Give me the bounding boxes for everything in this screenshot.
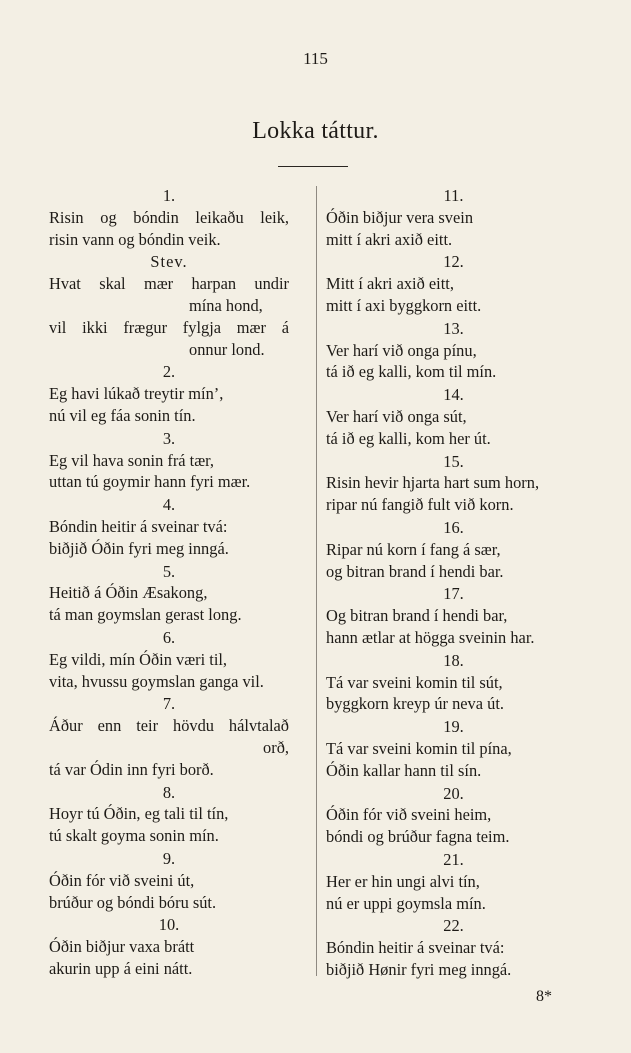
verse-line: tá man goymslan gerast long. (49, 605, 242, 625)
verse-line: Eg vil hava sonin frá tær, (49, 450, 215, 470)
verse-line: Tá var sveini komin til pína, (326, 738, 512, 758)
stanza-number: 7. (162, 694, 176, 714)
verse-line: Eg vildi, mín Óðin væri til, (49, 649, 228, 669)
refrain-label: Stev. (150, 252, 188, 272)
stanza-number: 17. (443, 584, 464, 604)
verse-line: Óðin fór við sveini heim, (326, 805, 492, 825)
verse-line: Heitið á Óðin Æsakong, (49, 583, 208, 603)
verse-line: Ver harí við onga sút, (326, 406, 467, 426)
verse-line: Risin og bóndin leikaðu leik, (49, 207, 289, 227)
left-column (49, 185, 289, 981)
verse-line: Ripar nú korn í fang á sær, (326, 539, 501, 559)
verse-line: bóndi og brúður fagna teim. (326, 827, 510, 847)
verse-line: byggkorn kreyp úr neva út. (326, 694, 504, 714)
verse-line: biðjið Hønir fyri meg inngá. (326, 959, 512, 979)
verse-line: Og bitran brand í hendi bar, (326, 606, 508, 626)
verse-line: Óðin kallar hann til sín. (326, 760, 482, 780)
stanza-number: 3. (162, 428, 176, 448)
stanza-17 (326, 583, 581, 648)
stanza-number: 8. (162, 782, 176, 802)
stanza-11 (326, 185, 581, 250)
stanza-15 (326, 451, 581, 516)
stanza-number: 9. (162, 848, 176, 868)
stanza-number: 5. (162, 561, 176, 581)
stanza-1 (49, 185, 289, 250)
stanza-number: 6. (162, 627, 176, 647)
verse-line: vil ikki frægur fylgja mær á (49, 317, 289, 337)
right-column (326, 185, 581, 982)
stanza-number: 18. (443, 650, 464, 670)
verse-line: Bóndin heitir á sveinar tvá: (49, 516, 228, 536)
stanza-22 (326, 915, 581, 980)
verse-line: tú skalt goyma sonin mín. (49, 826, 219, 846)
stanza-number: 14. (443, 385, 464, 405)
verse-line: nú er uppi goymsla mín. (326, 893, 486, 913)
stanza-number: 15. (443, 451, 464, 471)
verse-line: og bitran brand í hendi bar. (326, 561, 504, 581)
stanza-10 (49, 914, 289, 979)
stanza-number: 2. (162, 362, 176, 382)
poem-title: Lokka táttur. (252, 118, 379, 144)
verse-line: ripar nú fangið fult við korn. (326, 495, 514, 515)
verse-line: onnur lond. (189, 339, 265, 359)
stanza-12 (326, 251, 581, 316)
stanza-number: 11. (443, 186, 464, 205)
stanza-number: 10. (158, 915, 180, 935)
verse-line: biðjið Óðin fyri meg inngá. (49, 538, 229, 558)
stanza-7 (49, 693, 289, 780)
verse-line: uttan tú goymir hann fyri mær. (49, 472, 251, 492)
verse-line: Hoyr tú Óðin, eg tali til tín, (49, 804, 229, 824)
verse-line: brúður og bóndi bóru sút. (49, 892, 217, 912)
column-divider (316, 186, 317, 976)
verse-line: tá var Ódin inn fyri borð. (49, 759, 214, 779)
stanza-number: 21. (443, 849, 464, 869)
stanza-number: 1. (162, 186, 176, 205)
stanza-number: 16. (443, 517, 464, 537)
stanza-number: 20. (443, 783, 464, 803)
stanza-4 (49, 494, 289, 559)
stanza-number: 19. (443, 717, 464, 737)
stanza-18 (326, 650, 581, 715)
stanza-refrain (49, 251, 289, 360)
verse-line: akurin upp á eini nátt. (49, 958, 193, 978)
stanza-19 (326, 716, 581, 781)
verse-line: Her er hin ungi alvi tín, (326, 871, 480, 891)
verse-line: Óðin biðjur vera svein (326, 207, 474, 227)
verse-line: Mitt í akri axið eitt, (326, 274, 454, 294)
stanza-16 (326, 517, 581, 582)
verse-line: Eg havi lúkað treytir mín’, (49, 384, 224, 404)
verse-line: tá ið eg kalli, kom til mín. (326, 362, 497, 382)
stanza-20 (326, 783, 581, 848)
stanza-number: 12. (443, 252, 464, 272)
stanza-5 (49, 561, 289, 626)
stanza-2 (49, 361, 289, 426)
stanza-9 (49, 848, 289, 913)
signature-mark: 8* (536, 988, 552, 1005)
stanza-number: 22. (443, 916, 464, 936)
page-number: 115 (303, 49, 328, 68)
verse-line: Áður enn teir hövdu hálvtalað (49, 716, 289, 736)
stanza-14 (326, 384, 581, 449)
stanza-number: 13. (443, 318, 464, 338)
verse-line: Óðin fór við sveini út, (49, 870, 195, 890)
stanza-3 (49, 428, 289, 493)
title-divider (278, 166, 348, 167)
verse-line: hann ætlar at högga sveinin har. (326, 627, 535, 647)
verse-line: vita, hvussu goymslan ganga vil. (49, 671, 264, 691)
verse-line: tá ið eg kalli, kom her út. (326, 428, 491, 448)
stanza-21 (326, 849, 581, 914)
verse-line: orð, (263, 737, 289, 757)
verse-line: Tá var sveini komin til sút, (326, 672, 503, 692)
stanza-6 (49, 627, 289, 692)
verse-line: mitt í akri axið eitt. (326, 229, 453, 249)
verse-line: Ver harí við onga pínu, (326, 340, 477, 360)
verse-line: Bóndin heitir á sveinar tvá: (326, 938, 505, 958)
verse-line: mitt í axi byggkorn eitt. (326, 295, 482, 315)
verse-line: Risin hevir hjarta hart sum horn, (326, 473, 540, 493)
verse-line: nú vil eg fáa sonin tín. (49, 405, 196, 425)
verse-line: Óðin biðjur vaxa brátt (49, 937, 195, 957)
verse-line: mína hond, (189, 295, 263, 315)
verse-line: risin vann og bóndin veik. (49, 229, 221, 249)
stanza-13 (326, 318, 581, 383)
verse-line: Hvat skal mær harpan undir (49, 274, 289, 294)
stanza-8 (49, 782, 289, 847)
stanza-number: 4. (162, 495, 176, 515)
